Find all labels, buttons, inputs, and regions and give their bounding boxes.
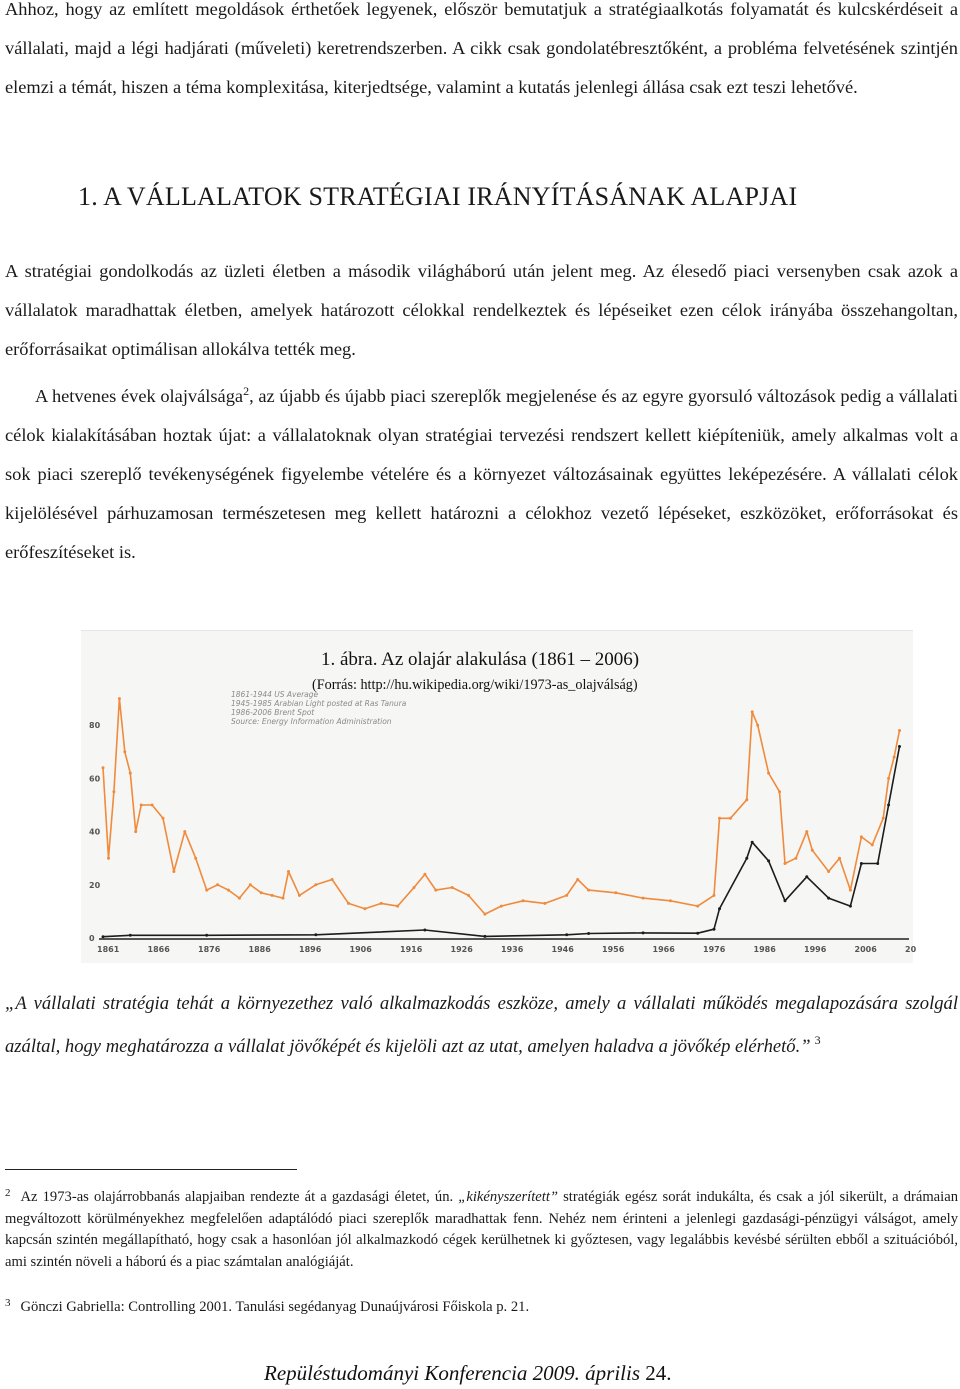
data-point [134,830,137,833]
paragraph-2-rest: , az újabb és újabb piaci szereplők megjelenése és az egyre gyorsuló változások pedig a vállalati célok kialakításában hoztak újat: a vállalatoknak olyan stratégiai tervezési rendszert kellett kiépíteniük, amely alkalmas volt a sok piaci szereplő tevékenységének figyelembe vételére és a környezet változásainak együttes leképezésére. A vállalati célok kijelölésével párhuzamosan természetesen meg kellett határozni a célokhoz vezető lépéseket, eszközöket, erőforrásokat és erőfeszítéseket is. [5,386,958,563]
section-paragraph-2 [5,372,958,572]
data-point [314,883,317,886]
data-point [129,772,132,775]
data-point [876,862,879,865]
legend-line: 1945-1985 Arabian Light posted at Ras Tanura [231,699,407,708]
data-point [805,875,808,878]
data-point [827,870,830,873]
footnote-2-number: 2 [5,1187,11,1199]
data-point [838,857,841,860]
data-point [882,817,885,820]
data-point [784,862,787,865]
data-point [205,934,208,937]
data-point [216,883,219,886]
data-point [587,889,590,892]
data-point [576,878,579,881]
data-point [893,756,896,759]
data-point [238,897,241,900]
intro-paragraph: Ahhoz, hogy az említett megoldások érthetőek legyenek, először bemutatjuk a stratégiaalkotás folyamatát és kulcskérdéseit a vállalati, majd a légi hadjárati (műveleti) keretrendszerben. A cikk csak gondolatébresztőként, a probléma felvetésének szintjén elemzi a témát, hiszen a téma komplexitása, kiterjedtsége, valamint a kutatás jelenlegi állása csak ezt teszi lehetővé. [5,0,958,97]
data-point [483,913,486,916]
footnote-ref-3[interactable]: 3 [814,1033,821,1047]
figure-title: 1. ábra. Az olajár alakulása (1861 – 2006) [321,649,640,670]
data-point [887,804,890,807]
data-point [331,878,334,881]
data-point [347,902,350,905]
footnote-2-italic: „kikényszerített” [458,1189,558,1205]
data-point [102,766,105,769]
data-point [363,907,366,910]
data-point [713,928,716,931]
nominal-price-line [103,699,900,915]
x-tick-label: 1916 [400,945,423,954]
legend-line: 1861-1944 US Average [231,690,319,699]
x-tick-label: 1926 [450,945,473,954]
data-point [183,830,186,833]
x-tick-label: 1966 [652,945,675,954]
y-tick-label: 80 [89,721,101,731]
data-point [860,835,863,838]
data-point [614,891,617,894]
section-paragraph-1: A stratégiai gondolkodás az üzleti életben a második világháború után jelent meg. Az élesedő piaci versenyben csak azok a vállalatok maradhattak életben, amelyek határozott célokkal rendelkeztek és lépéseiket ezen célok irányába összehangoltan, erőforrásaikat optimálisan allokálva tették meg. [5,261,958,359]
section-heading: 1. A VÁLLALATOK STRATÉGIAI IRÁNYÍTÁSÁNAK ALAPJAI [78,182,798,211]
data-point [898,745,901,748]
footnote-3 [5,1293,958,1319]
footer-page-number: 24. [645,1361,672,1385]
footnote-3-number: 3 [5,1297,11,1309]
x-tick-label: 1946 [551,945,574,954]
data-point [587,932,590,935]
x-tick-label: 1876 [198,945,221,954]
data-point [745,798,748,801]
x-tick-label: 20 [905,945,917,954]
x-tick-label: 1936 [501,945,524,954]
data-point [805,830,808,833]
data-point [451,886,454,889]
data-point [118,697,121,700]
data-point [849,889,852,892]
data-point [434,889,437,892]
data-point [112,790,115,793]
data-point [151,804,154,807]
data-point [565,933,568,936]
data-point [898,729,901,732]
x-tick-label: 1866 [147,945,170,954]
quote-text: „A vállalati stratégia tehát a környezethez való alkalmazkodás eszköze, amely a vállalati működés megalapozására szolgál azáltal, hogy meghatározza a vállalat jövőképét és kijelöli azt az utat, amelyen haladva a jövőkép elérhető.” [5,993,958,1057]
data-point [107,857,110,860]
data-point [522,899,525,902]
figure-source[interactable]: (Forrás: http://hu.wikipedia.org/wiki/1973-as_olajválság) [312,677,638,693]
data-point [123,750,126,753]
chart-series [102,697,902,938]
footnote-3-text: Gönczi Gabriella: Controlling 2001. Tanulási segédanyag Dunaújvárosi Főiskola p. 21. [20,1299,530,1315]
data-point [500,905,503,908]
data-point [423,929,426,932]
y-tick-label: 40 [89,827,101,837]
y-tick-label: 60 [89,774,101,784]
data-point [642,897,645,900]
data-point [713,894,716,897]
footnote-2 [5,1183,958,1273]
data-point [767,772,770,775]
data-point [745,857,748,860]
data-point [778,790,781,793]
x-tick-label: 1986 [753,945,776,954]
data-point [794,857,797,860]
data-point [718,907,721,910]
data-point [413,886,416,889]
paragraph-2-start: A hetvenes évek olajválsága [35,386,244,407]
data-point [260,891,263,894]
x-tick-label: 1861 [97,945,120,954]
data-point [849,905,852,908]
strategy-quote [5,985,958,1065]
data-point [423,873,426,876]
x-tick-label: 1976 [703,945,726,954]
data-point [696,932,699,935]
data-point [140,804,143,807]
data-point [729,817,732,820]
chart-legend [231,690,407,726]
footer-text: Repüléstudományi Konferencia 2009. április [264,1361,641,1385]
data-point [543,902,546,905]
data-point [287,870,290,873]
data-point [718,817,721,820]
legend-line: Source: Energy Information Administration [231,717,392,726]
data-point [467,894,470,897]
data-point [129,934,132,937]
x-tick-label: 1996 [804,945,827,954]
data-point [282,897,285,900]
data-point [565,894,568,897]
x-tick-label: 1896 [299,945,322,954]
data-point [871,843,874,846]
data-point [860,862,863,865]
data-point [205,889,208,892]
data-point [396,905,399,908]
real-price-line [103,747,900,937]
data-point [483,935,486,938]
footnote-2-text-start: Az 1973-as olajárrobbanás alapjaiban rendezte át a gazdasági életet, ún. [20,1189,459,1205]
data-point [314,933,317,936]
x-axis-ticks [97,945,917,954]
data-point [271,894,274,897]
data-point [162,817,165,820]
y-tick-label: 0 [89,934,95,943]
legend-line: 1986-2006 Brent Spot [231,708,315,717]
x-tick-label: 1886 [248,945,271,954]
data-point [784,899,787,902]
data-point [767,859,770,862]
data-point [102,935,105,938]
data-point [669,899,672,902]
footnote-2-text-end: stratégiák egész sorát indukálta, és csak a jól sikerült, a drámaian megváltozott körülményekhez megfelelően adaptálódó piaci szereplők maradhattak fenn. Nehéz nem érinteni a jelenlegi gazdasági-pénzügyi válságot, amely kapcsán szintén megállapítható, hogy csak a hasonlóan jól alkalmazkodó cégek kerülhetnek ki győztesen, vagy legalábbis kevésbé sérülten ebből a szituációból, ami szintén növeli a háború és a piac számtalan analógiáját. [5,1189,958,1270]
data-point [887,777,890,780]
footnote-separator [5,1169,297,1170]
x-tick-label: 2006 [854,945,877,954]
x-tick-label: 1906 [349,945,372,954]
y-axis-ticks [89,721,101,943]
data-point [751,710,754,713]
data-point [756,724,759,727]
data-point [380,902,383,905]
footnote-ref-2[interactable]: 2 [243,384,250,398]
data-point [298,894,301,897]
data-point [194,857,197,860]
data-point [172,870,175,873]
data-point [642,931,645,934]
data-point [811,849,814,852]
data-point [751,841,754,844]
x-tick-label: 1956 [602,945,625,954]
data-point [227,889,230,892]
page-footer [264,1361,672,1386]
y-tick-label: 20 [89,880,101,890]
data-point [696,905,699,908]
data-point [249,883,252,886]
data-point [827,897,830,900]
